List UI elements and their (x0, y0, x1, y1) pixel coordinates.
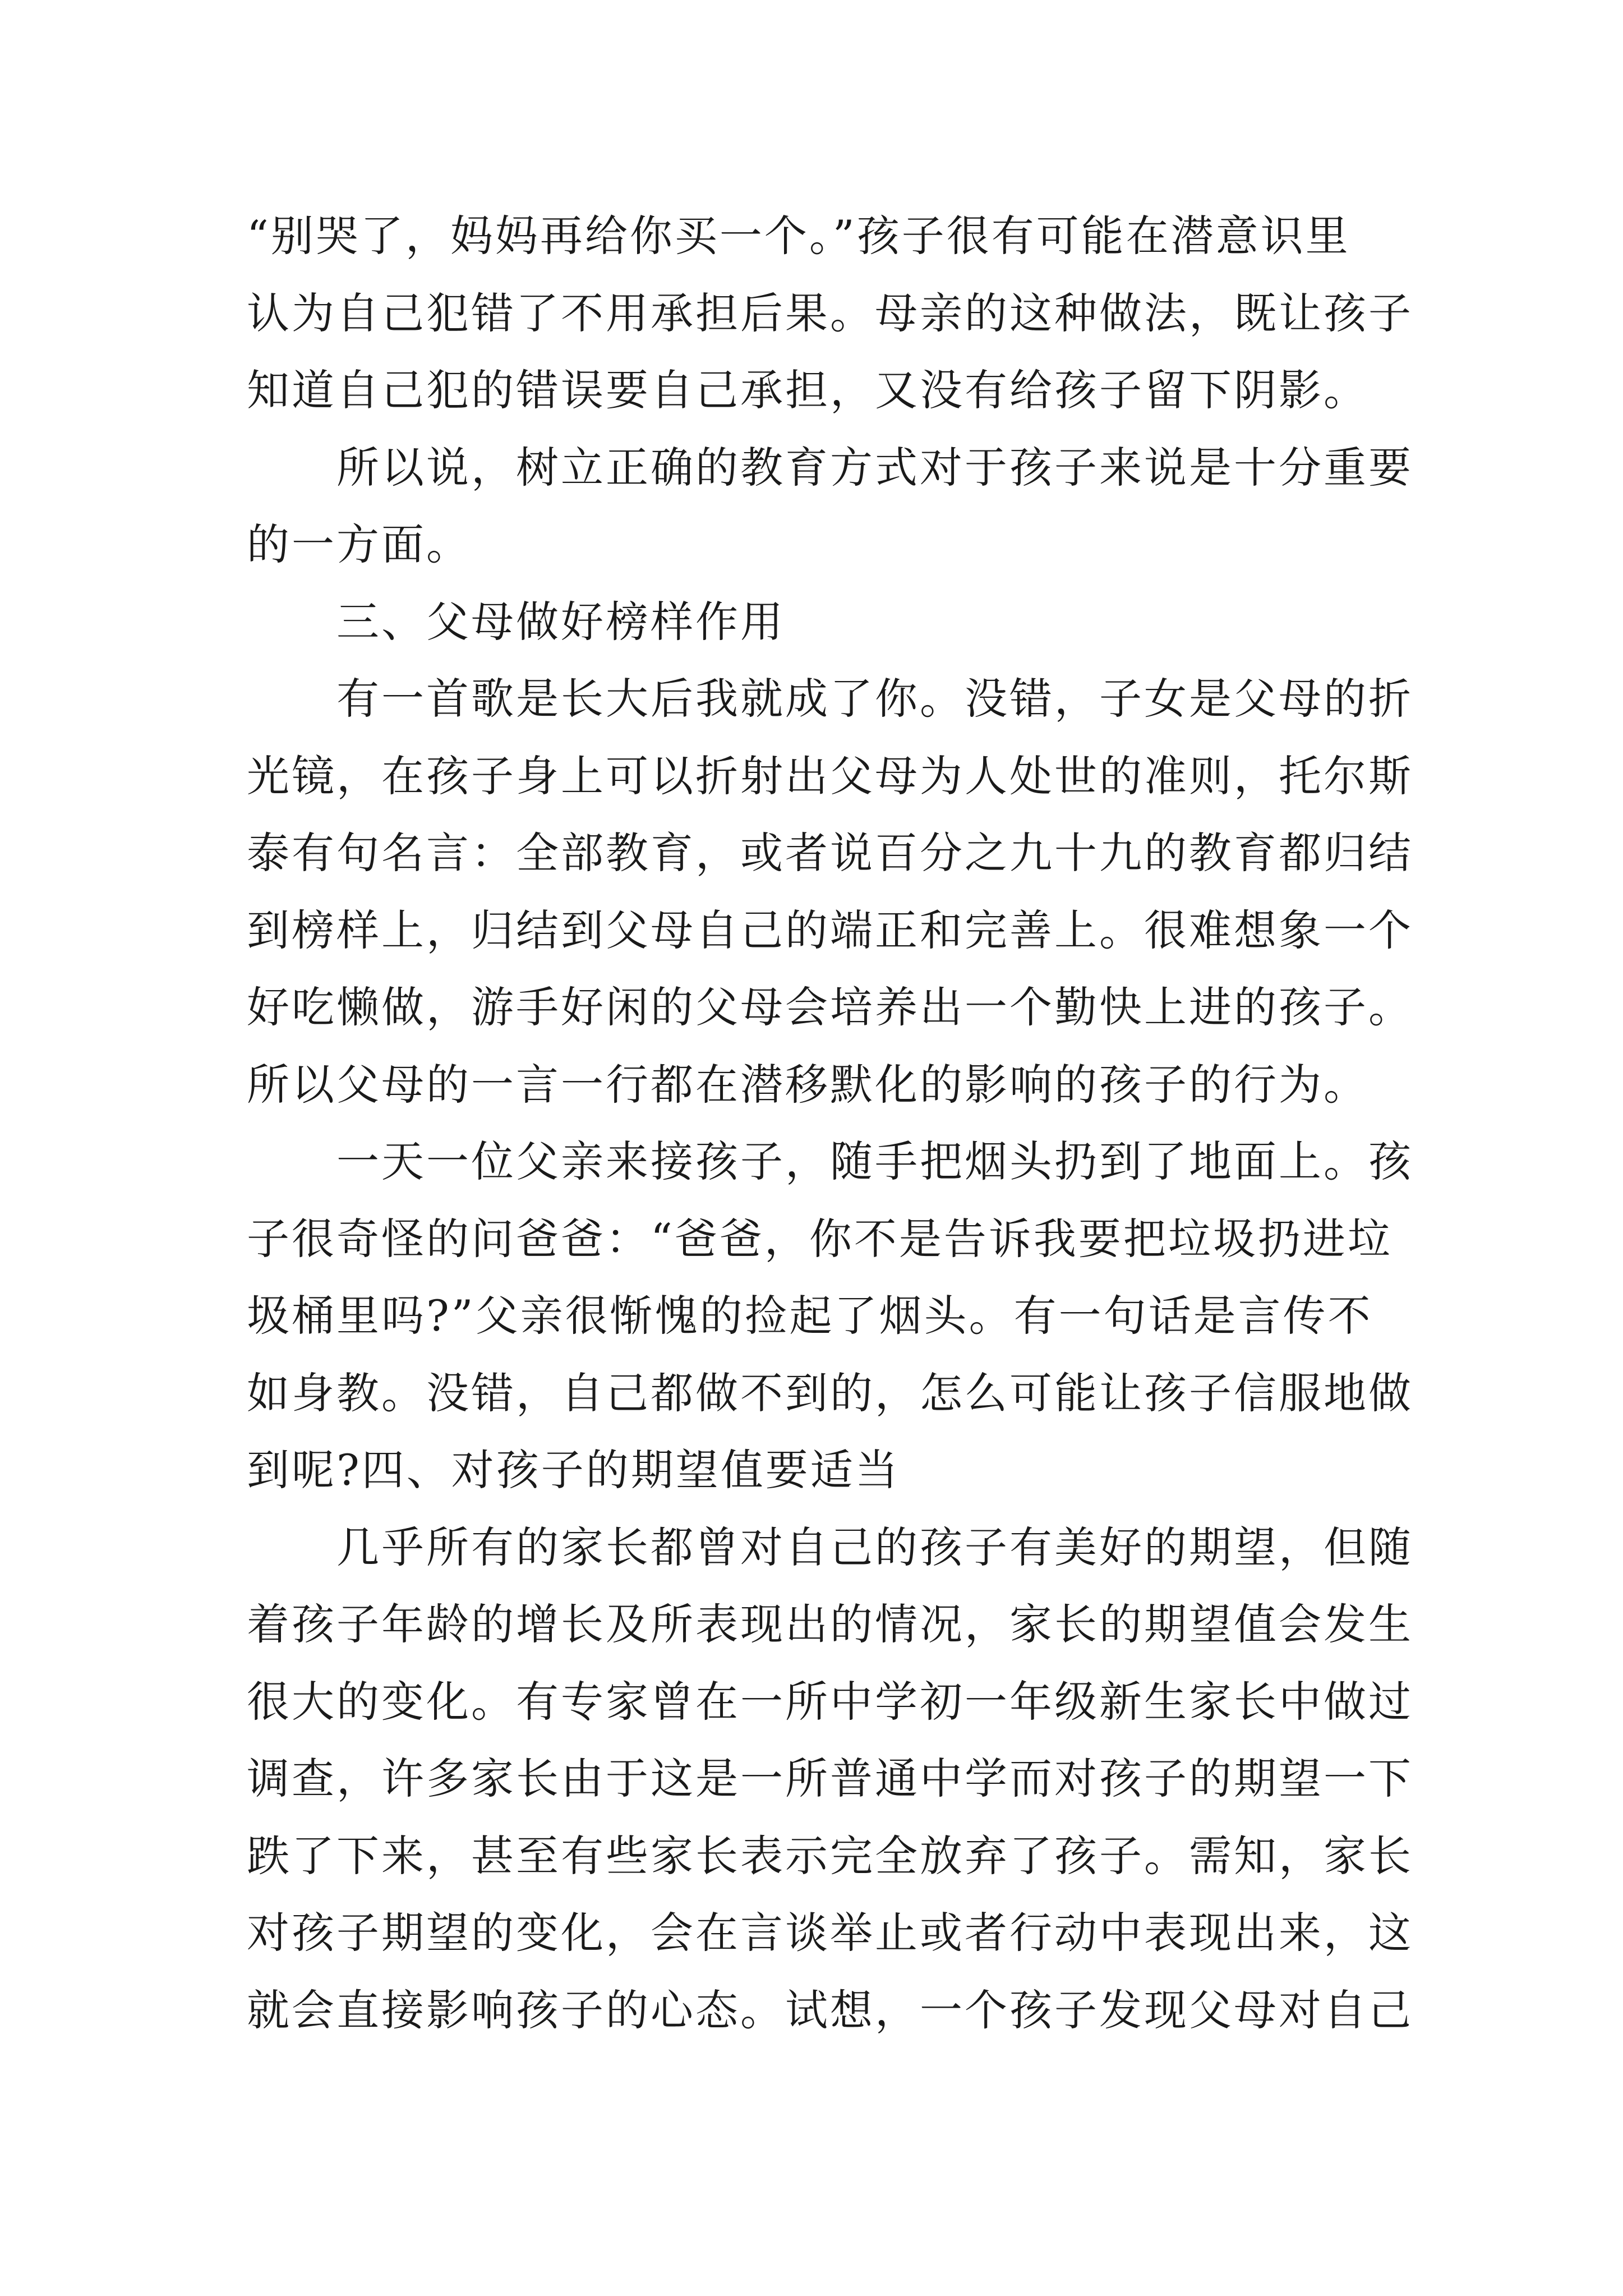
text-line: 如身教。没错，自己都做不到的，怎么可能让孩子信服地做 (247, 1368, 1413, 1418)
text-line: 子很奇怪的问爸爸：“爸爸，你不是告诉我要把垃圾扔进垃 (247, 1213, 1393, 1264)
text-line: 很大的变化。有专家曾在一所中学初一年级新生家长中做过 (247, 1676, 1413, 1727)
paragraph-start-line: 几乎所有的家长都曾对自己的孩子有美好的期望，但随 (336, 1522, 1413, 1572)
text-line: 泰有句名言：全部教育，或者说百分之九十九的教育都归结 (247, 828, 1413, 878)
paragraph-start-line: 有一首歌是长大后我就成了你。没错，子女是父母的折 (336, 674, 1413, 724)
text-line: 着孩子年龄的增长及所表现出的情况，家长的期望值会发生 (247, 1599, 1413, 1649)
document-body (247, 197, 1413, 2049)
text-line: 对孩子期望的变化，会在言谈举止或者行动中表现出来，这 (247, 1908, 1413, 1958)
paragraph-start-line: 一天一位父亲来接孩子，随手把烟头扔到了地面上。孩 (336, 1137, 1413, 1186)
text-line: 好吃懒做，游手好闲的父母会培养出一个勤快上进的孩子。 (247, 982, 1413, 1032)
text-line: 就会直接影响孩子的心态。试想，一个孩子发现父母对自己 (247, 1985, 1413, 2035)
text-line: 所以父母的一言一行都在潜移默化的影响的孩子的行为。 (247, 1059, 1368, 1110)
text-line: 认为自己犯错了不用承担后果。母亲的这种做法，既让孩子 (247, 288, 1413, 338)
text-line: 到榜样上，归结到父母自己的端正和完善上。很难想象一个 (247, 905, 1413, 955)
text-line: “别哭了，妈妈再给你买一个。”孩子很有可能在潜意识里 (247, 211, 1350, 261)
text-line: 知道自己犯的错误要自己承担，又没有给孩子留下阴影。 (247, 365, 1368, 415)
text-line: 光镜，在孩子身上可以折射出父母为人处世的准则，托尔斯 (247, 751, 1413, 801)
paragraph-start-line: 所以说，树立正确的教育方式对于孩子来说是十分重要 (336, 442, 1413, 493)
text-line: 到呢?四、对孩子的期望值要适当 (247, 1445, 900, 1495)
text-line: 的一方面。 (247, 519, 471, 569)
text-line: 圾桶里吗?”父亲很惭愧的捡起了烟头。有一句话是言传不 (247, 1291, 1373, 1341)
text-line: 跌了下来，甚至有些家长表示完全放弃了孩子。需知，家长 (247, 1830, 1413, 1881)
text-line: 调查，许多家长由于这是一所普通中学而对孩子的期望一下 (247, 1754, 1413, 1803)
section-heading: 三、父母做好榜样作用 (336, 596, 785, 647)
